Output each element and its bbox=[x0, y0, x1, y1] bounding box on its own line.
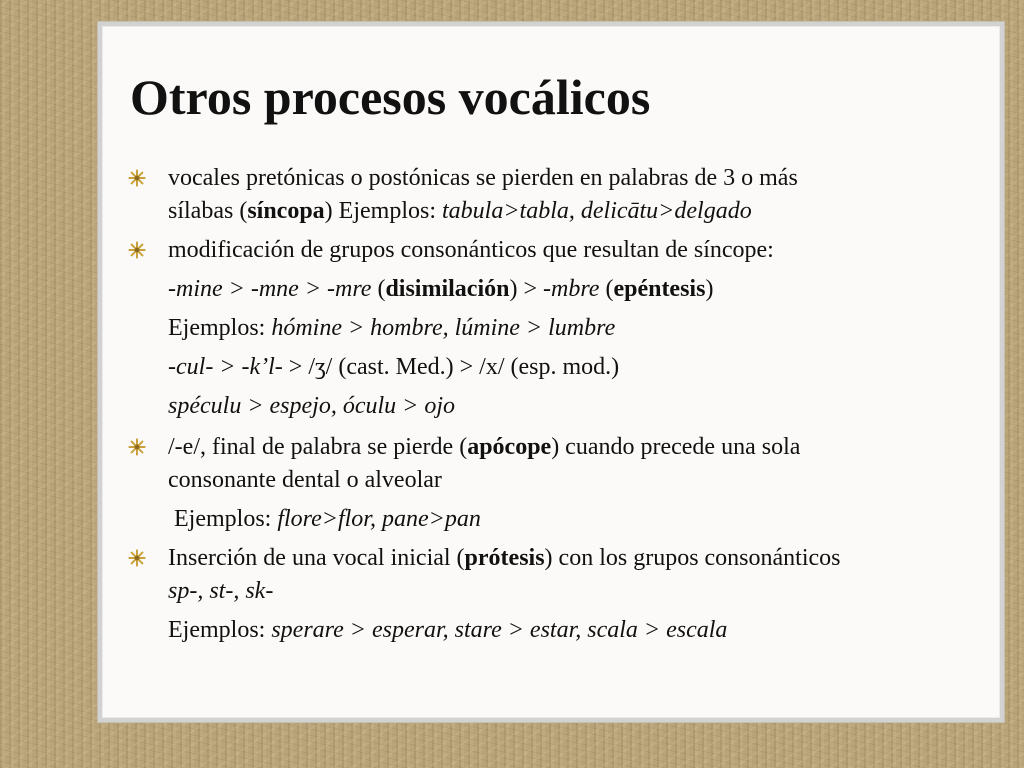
text-line bbox=[168, 351, 988, 384]
text-run: ) Ejemplos: bbox=[324, 198, 442, 224]
text-line bbox=[168, 390, 988, 423]
example-text: -mine > -mne > -mre bbox=[168, 276, 372, 302]
text-run: consonante dental o alveolar bbox=[168, 467, 442, 493]
term-apocope: apócope bbox=[467, 434, 552, 460]
text-line bbox=[168, 614, 988, 647]
term-epentesis: epéntesis bbox=[613, 276, 706, 302]
text-run: ) > bbox=[509, 276, 543, 302]
text-run: Ejemplos: bbox=[168, 315, 272, 341]
example-text: hómine > hombre, lúmine > lumbre bbox=[271, 315, 616, 341]
example-text: sp-, st-, sk- bbox=[168, 578, 274, 604]
text-run: Ejemplos: bbox=[174, 506, 278, 532]
bullet-item-grupos bbox=[168, 234, 988, 267]
example-text: sperare > esperar, stare > estar, scala > escala bbox=[271, 617, 728, 643]
text-run: ) bbox=[705, 276, 714, 302]
text-line bbox=[168, 503, 988, 536]
example-text: flore>flor, pane>pan bbox=[277, 506, 481, 532]
text-run: ( bbox=[371, 276, 386, 302]
text-run: sílabas ( bbox=[168, 198, 248, 224]
star-burst-icon bbox=[128, 549, 146, 567]
slide-title: Otros procesos vocálicos bbox=[130, 69, 651, 125]
star-burst-icon bbox=[128, 169, 146, 187]
text-run: ( bbox=[599, 276, 614, 302]
example-text: tabula>tabla, delicātu>delgado bbox=[442, 198, 752, 224]
bullet-item-sincopa bbox=[168, 162, 988, 228]
text-run: Inserción de una vocal inicial ( bbox=[168, 545, 465, 571]
text-run: ) con los grupos consonánticos bbox=[544, 545, 841, 571]
term-disimilacion: disimilación bbox=[385, 276, 510, 302]
text-line bbox=[168, 312, 988, 345]
bullet-item-protesis bbox=[168, 542, 988, 608]
example-text: -mbre bbox=[543, 276, 600, 302]
text-run: ) cuando precede una sola bbox=[551, 434, 801, 460]
term-sincopa: síncopa bbox=[247, 198, 325, 224]
text-line bbox=[168, 273, 988, 306]
slide-content bbox=[168, 162, 988, 647]
star-burst-icon bbox=[128, 438, 146, 456]
bullet-item-apocope bbox=[168, 431, 988, 497]
example-text: spéculu > espejo, óculu > ojo bbox=[168, 393, 456, 419]
term-protesis: prótesis bbox=[464, 545, 545, 571]
star-burst-icon bbox=[128, 241, 146, 259]
text-run: vocales pretónicas o postónicas se pierden en palabras de 3 o más bbox=[168, 165, 798, 191]
example-text: -cul- > -k’l- bbox=[168, 354, 283, 380]
text-run: > /ʒ/ (cast. Med.) > /x/ (esp. mod.) bbox=[282, 354, 620, 380]
text-run: Ejemplos: bbox=[168, 617, 272, 643]
text-run: /-e/, final de palabra se pierde ( bbox=[168, 434, 468, 460]
text-run: modificación de grupos consonánticos que resultan de síncope: bbox=[168, 237, 774, 263]
